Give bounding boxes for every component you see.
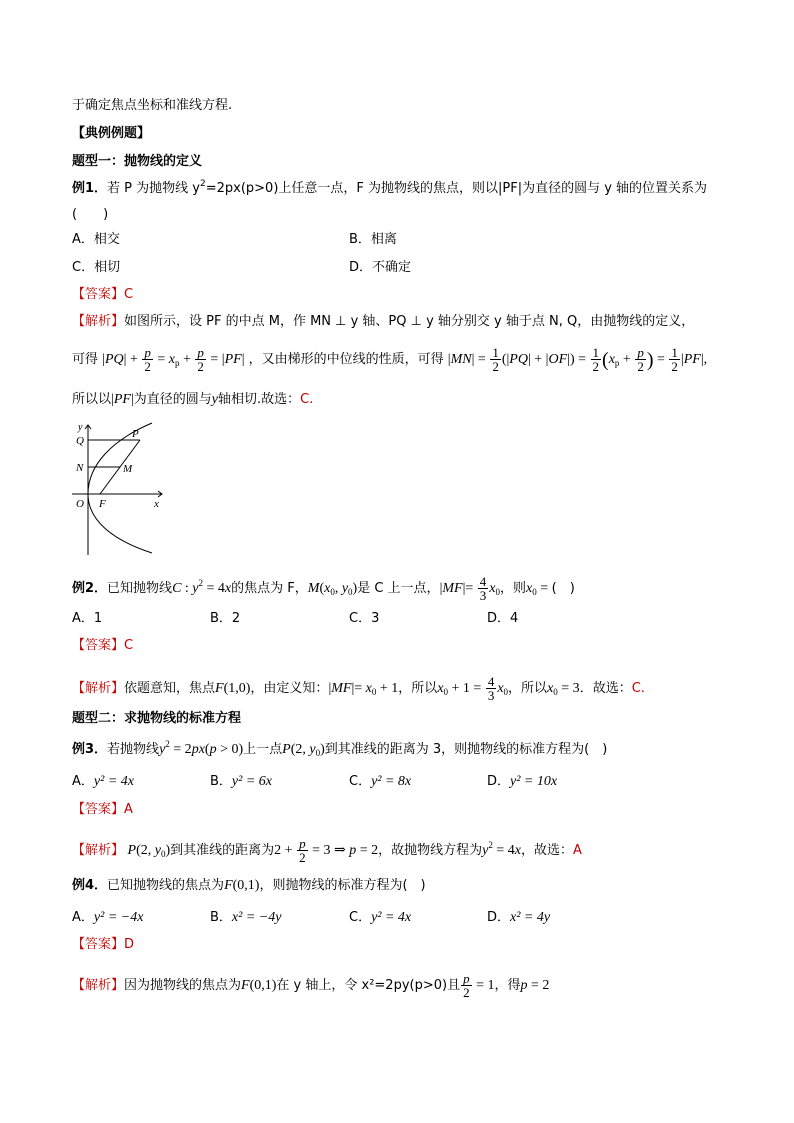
fig-label-q: Q: [76, 435, 84, 447]
ex1-analysis-3b: 为直径的圆与: [133, 392, 212, 407]
ex4-answer-tag: 【答案】: [72, 937, 125, 952]
ex1-answer-value: C: [124, 287, 134, 302]
ex1-answer-tag: 【答案】: [72, 287, 125, 302]
ex2-analysis-tag: 【解析】: [72, 681, 125, 696]
ex2-answer-tag: 【答案】: [72, 638, 125, 653]
ex1-analysis-line1: [72, 313, 694, 331]
parabola-figure: [72, 420, 172, 555]
ex4-option-a: A．y² = −4x: [72, 910, 144, 925]
ex1-question-a: 若 P 为抛物线 y: [107, 181, 200, 196]
ex1-option-b: B．相离: [349, 232, 397, 247]
ex4-question: 例4．已知抛物线的焦点为F(0,1)，则抛物线的标准方程为( ): [72, 878, 426, 893]
ex2-q-d: ，则: [500, 581, 527, 596]
ex2-q-a: 已知抛物线: [107, 581, 173, 596]
ex4-option-c: C．y² = 4x: [349, 910, 412, 925]
ex2-option-a: A．1: [72, 611, 103, 626]
ex2-an-e: ．故选：: [579, 681, 632, 696]
ex4-analysis: 【解析】因为抛物线的焦点为F(0,1)在 y 轴上，令 x²=2py(p>0)且 $\frac{p}{2}$ = 1，得p = 2: [72, 971, 550, 1000]
ex2-q-b: 的焦点为 F，: [231, 581, 308, 596]
ex3-analysis-tag: 【解析】: [72, 843, 125, 858]
fig-label-p: P: [132, 428, 139, 440]
ex1-paren: ( ): [72, 207, 109, 222]
ex1-analysis-3c: 轴相切.故选：: [217, 392, 301, 407]
ex3-analysis: 【解析】 P(2, $y_0$)到其准线的距离为2 + $\frac{p}{2}$ = 3 ⇒ p = 2，故抛物线方程为$y^2 = 4x$，故选：A: [72, 836, 582, 865]
ex3-label: 例3．: [72, 742, 108, 757]
ex2-q-c: 是 C 上一点，: [357, 581, 440, 596]
ex3-q-a: 若抛物线: [107, 742, 160, 757]
ex1-option-d: D．不确定: [349, 260, 412, 275]
ex3-question: 例3．若抛物线$y^2 = 2px(p > 0)$上一点P(2, $y_0$)到其准线的距离为 3，则抛物线的标准方程为( ): [72, 739, 608, 758]
ex3-an-b: ，故抛物线方程为: [378, 843, 483, 858]
ex4-q-b: ，则抛物线的标准方程为( ): [259, 878, 426, 893]
ex3-an-c: ，故选：: [520, 843, 573, 858]
ex4-analysis-tag: 【解析】: [72, 978, 125, 993]
fig-label-n: N: [76, 462, 84, 474]
ex4-an-b: 在 y 轴上，令 x²=2py(p>0)且: [276, 978, 461, 993]
ex3-answer: [72, 801, 133, 819]
ex1-analysis-2a: 可得: [72, 352, 99, 367]
ex2-an-d: ，所以: [508, 681, 548, 696]
ex3-q-b: 上一点: [243, 742, 283, 757]
intro-line: 于确定焦点坐标和准线方程.: [72, 98, 233, 113]
ex3-an-a: 到其准线的距离为: [170, 843, 275, 858]
ex4-label: 例4．: [72, 878, 108, 893]
ex3-an-d: A: [572, 843, 582, 858]
ex2-an-c: ，所以: [398, 681, 438, 696]
fig-label-m: M: [123, 463, 133, 475]
ex1-analysis-line2: 可得 |PQ| + $\frac{p}{2}$ = $x_p$ + $\frac{p}{2}$ = |PF| ，又由梯形的中位线的性质，可得 |MN| = $\frac{1}{2}$ (|PQ| + |OF|) = $\frac{1}{2}$ ($x_p$ + $\frac{p}{2}$ ) = $\frac{1}{2}$ |PF|,: [72, 345, 708, 374]
ex1-label: 例1．: [72, 181, 108, 196]
ex2-q-e: ( ): [551, 581, 575, 596]
section-title: 【典例例题】: [72, 126, 151, 141]
ex1-analysis-3d: C.: [300, 392, 314, 407]
ex2-answer-value: C: [124, 638, 134, 653]
ex1-question: 例1．若 P 为抛物线 $y^2=2px(p>0)$上任意一点，F 为抛物线的焦点，则以|PF|为直径的圆与 y 轴的位置关系为: [72, 179, 708, 196]
ex3-answer-value: A: [124, 802, 133, 817]
ex2-question: 例2．已知抛物线C : $y^2 = 4x$的焦点为 F，$M(x_0$, $y_0$)是 C 上一点，|MF|= $\frac{4}{3}$ $x_0$，则$x_0$ = ( ): [72, 574, 575, 603]
fig-label-y: y: [78, 422, 83, 433]
ex1-analysis-text1: 如图所示，设 PF 的中点 M，作 MN ⊥ y 轴、PQ ⊥ y 轴分别交 y 轴于点 N, Q，由抛物线的定义，: [124, 314, 695, 329]
ex2-option-b: B．2: [210, 611, 241, 626]
fig-label-x: x: [154, 498, 159, 510]
type1-title: 题型一：抛物线的定义: [72, 154, 203, 169]
fig-label-f: F: [99, 498, 106, 510]
ex1-option-a: A．相交: [72, 232, 120, 247]
ex3-option-b: B．y² = 6x: [210, 774, 272, 789]
ex4-q-a: 已知抛物线的焦点为: [107, 878, 225, 893]
ex2-option-d: D．4: [487, 611, 519, 626]
ex4-option-b: B．x² = −4y: [210, 910, 282, 925]
ex2-an-b: ，由定义知：: [250, 681, 329, 696]
ex3-option-d: D．y² = 10x: [487, 774, 558, 789]
ex3-q-c: 到其准线的距离为 3，则抛物线的标准方程为( ): [324, 742, 608, 757]
ex1-analysis-tag: 【解析】: [72, 314, 125, 329]
ex3-option-a: A．y² = 4x: [72, 774, 134, 789]
ex4-answer: [72, 936, 134, 954]
ex1-analysis-3a: 所以以: [72, 392, 112, 407]
ex2-analysis: 【解析】依题意知，焦点F(1,0)，由定义知：$|MF|= x_0 + 1$，所以$x_0 + 1$ = $\frac{4}{3}$ $x_0$，所以$x_0 = 3$．故选：C.: [72, 674, 645, 703]
ex2-an-a: 依题意知，焦点: [124, 681, 216, 696]
ex4-option-d: D．x² = 4y: [487, 910, 551, 925]
ex3-answer-tag: 【答案】: [72, 802, 125, 817]
ex1-analysis-2b: ，又由梯形的中位线的性质，可得: [248, 352, 444, 367]
ex2-an-f: C.: [631, 681, 645, 696]
ex1-option-c: C．相切: [72, 260, 121, 275]
type2-title: 题型二：求抛物线的标准方程: [72, 711, 242, 726]
ex3-option-c: C．y² = 8x: [349, 774, 412, 789]
ex4-an-a: 因为抛物线的焦点为: [124, 978, 242, 993]
ex1-question-b: =2px(p>0)上任意一点，F 为抛物线的焦点，则以|PF|为直径的圆与 y 轴的位置关系为: [205, 181, 708, 196]
ex4-answer-value: D: [124, 937, 135, 952]
ex2-label: 例2．: [72, 581, 108, 596]
ex4-an-c: ，得: [494, 978, 521, 993]
ex1-analysis-line3: 所以以|PF|为直径的圆与y轴相切.故选：C.: [72, 392, 314, 407]
ex2-answer: [72, 637, 133, 655]
ex1-answer: [72, 286, 133, 304]
ex2-option-c: C．3: [349, 611, 380, 626]
fig-label-o: O: [76, 498, 84, 510]
